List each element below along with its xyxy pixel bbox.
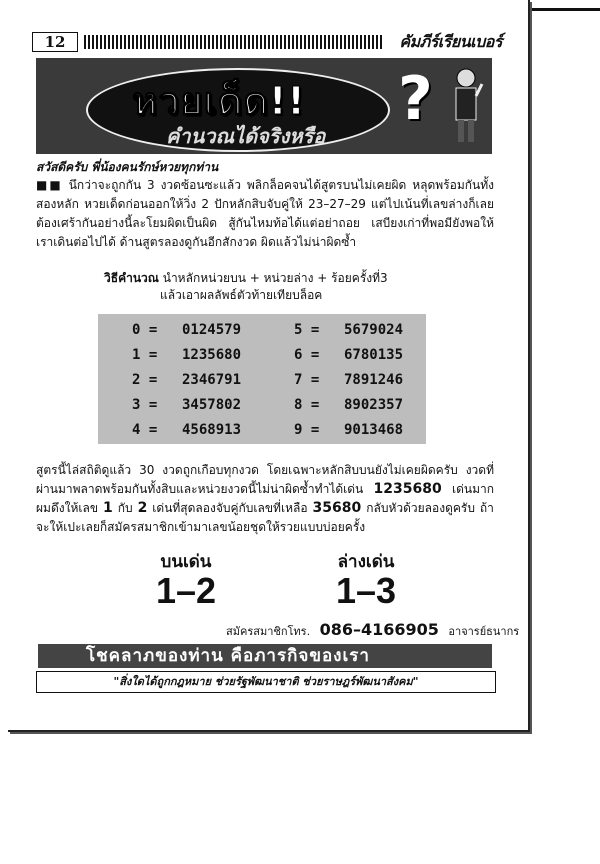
summary-text: เด่นมากผมดึงให้เลข: [36, 482, 494, 515]
table-value: 3457802: [182, 397, 242, 413]
method-line-1: นำหลักหน่วยบน + หน่วยล่าง + ร้อยครั้งที่3: [162, 271, 388, 285]
table-value: 4568913: [182, 422, 242, 438]
highlight-number: 1235680: [373, 481, 442, 497]
highlight-number: 1: [103, 500, 113, 516]
phone-number: 086–4166905: [319, 620, 439, 639]
contact-prefix: สมัครสมาชิกโทร.: [226, 625, 311, 638]
table-value: 0124579: [182, 322, 242, 338]
page-number: 12: [32, 32, 78, 52]
table-value: 5679024: [344, 322, 404, 338]
magazine-brand: คัมภีร์เรียนเบอร์: [399, 32, 502, 51]
banner-subtitle: คำนวณได้จริงหรือ: [166, 124, 326, 148]
banner-title: หวยเด็ด!!: [132, 79, 306, 123]
table-value: 7891246: [344, 372, 404, 388]
summary-text: เด่นที่สุดลองจับคู่กับเลขที่เหลือ: [152, 501, 308, 515]
bottom-pick-label: ล่างเด่น: [337, 552, 395, 572]
table-key: 9 =: [294, 422, 320, 438]
table-key: 0 =: [132, 322, 158, 338]
table-value: 6780135: [344, 347, 404, 363]
summary-text: สูตรนี้ไล่สถิติดูแล้ว 30 งวดถูกเกือบทุกงวด โดยเฉพาะหลักสิบบนยังไม่เคยผิดครับ งวดที่ผ่านมาพลาดพร้อมกันทั้งสิบและหน่วยงวดนี้ไม่น่าผิดซ้ำทำได้เด่น: [36, 463, 494, 496]
table-key: 6 =: [294, 347, 320, 363]
table-value: 9013468: [344, 422, 404, 438]
method-line-2: แล้วเอาผลลัพธ์ตัวท้ายเทียบล็อค: [160, 288, 323, 302]
table-key: 7 =: [294, 372, 320, 388]
table-key: 8 =: [294, 397, 320, 413]
table-key: 1 =: [132, 347, 158, 363]
author-name: อาจารย์ธนากร: [448, 625, 520, 638]
bottom-pick-value: 1–3: [335, 570, 397, 611]
top-pick-label: บนเด่น: [160, 552, 212, 572]
table-value: 1235680: [182, 347, 242, 363]
title-banner: [36, 58, 492, 154]
table-key: 5 =: [294, 322, 320, 338]
scan-edge-line: [524, 8, 600, 11]
calculation-method: [104, 270, 464, 304]
number-lock-table: [98, 314, 426, 444]
question-mark-icon: ?: [398, 64, 433, 134]
table-key: 4 =: [132, 422, 158, 438]
table-value: 8902357: [344, 397, 404, 413]
contact-line: [226, 620, 519, 640]
table-value: 2346791: [182, 372, 242, 388]
motto-box: "สิ่งใดได้ถูกกฎหมาย ช่วยรัฐพัฒนาชาติ ช่วยราษฎร์พัฒนาสังคม": [36, 671, 496, 693]
intro-paragraph: ■■ นึกว่าจะถูกกัน 3 งวดซ้อนซะแล้ว พลิกล็อคจนได้สูตรบนไม่เคยผิด หลุดพร้อมกันทั้งสองหลัก หวยเด็ดก่อนออกให้วิ่ง 2 ปักหลักสิบจับคู่ให้ 23–27–29 แต่ไปเน้นที่เลขล่างก็เลยต้องเศร้ากันอย่างนี้ละโยมผิดเป็นผิด สู้กันไหมท้อได้แต่อย่าถอย เสบียงเก่าที่พอมียังพอให้เราเดินต่อไปได้ ด้านสูตรลองดูกันอีกสักงวด ผิดแล้วไม่น่าผิดซ้ำ: [36, 178, 494, 249]
summary-paragraph: [36, 461, 494, 537]
greeting-text: สวัสดีครับ พี่น้องคนรักษ์หวยทุกท่าน: [36, 160, 219, 174]
table-key: 2 =: [132, 372, 158, 388]
slogan-bar: โชคลาภของท่าน คือภารกิจของเรา: [38, 644, 492, 668]
thinking-man-illustration: [448, 66, 484, 146]
summary-text: กลับหัวด้วยลองดูครับ ถ้าจะให้เปะเลยก็สมัครสมาชิกเข้ามาเลขน้อยชุดให้รวยแบบบ่อยครั้ง: [36, 501, 494, 534]
highlight-number: 2: [137, 500, 148, 516]
highlight-number: 35680: [312, 500, 362, 516]
page-header: [32, 32, 502, 54]
top-pick-value: 1–2: [155, 570, 217, 611]
method-label: วิธีคำนวณ: [104, 271, 159, 285]
table-key: 3 =: [132, 397, 158, 413]
header-hatch-decoration: [84, 35, 384, 49]
summary-text: กับ: [117, 501, 133, 515]
